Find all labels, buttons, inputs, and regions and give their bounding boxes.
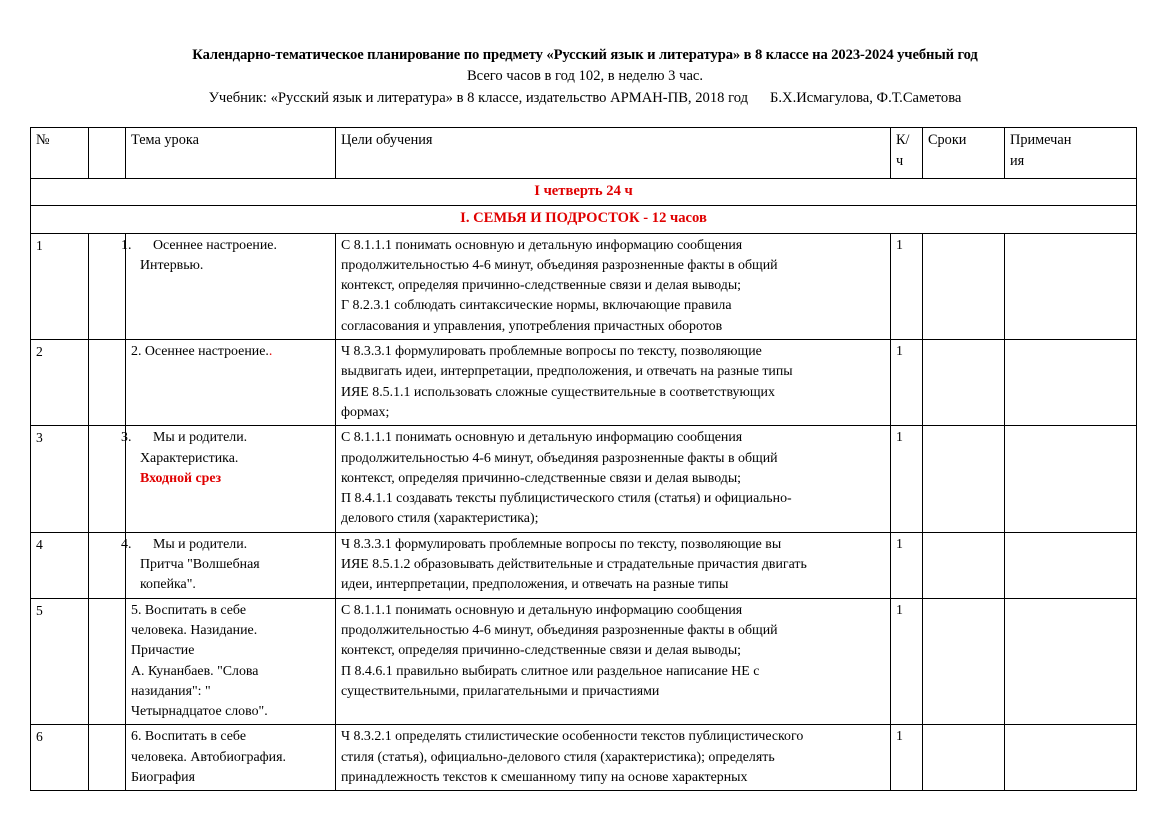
topic-line [131, 727, 331, 747]
cell-lesson-number: 6 [31, 725, 89, 791]
goal-line: Ч 8.3.3.1 формулировать проблемные вопросы по тексту, позволяющие вы [341, 536, 782, 552]
cell-hours-count: 1 [891, 340, 923, 426]
col-header-notes [1005, 128, 1137, 179]
topic-text-block [131, 727, 331, 788]
topic-line [131, 682, 331, 702]
cell-notes[interactable] [1005, 233, 1137, 339]
cell-learning-goals [336, 725, 891, 791]
goal-line: С 8.1.1.1 понимать основную и детальную информацию сообщения [341, 237, 743, 253]
cell-dates[interactable] [923, 233, 1005, 339]
section-banner-label: I. СЕМЬЯ И ПОДРОСТОК - 12 часов [31, 206, 1137, 233]
goal-line: выдвигать идеи, интерпретации, предположения, и отвечать на разные типы [341, 364, 793, 380]
cell-notes[interactable] [1005, 340, 1137, 426]
cell-lesson-topic [121, 426, 336, 532]
cell-hours-count: 1 [891, 598, 923, 725]
topic-line-text: Интервью. [140, 257, 204, 273]
cell-dates[interactable] [923, 598, 1005, 725]
col-header-number: № [31, 128, 89, 179]
cell-blank [89, 426, 126, 532]
cell-hours-count: 1 [891, 725, 923, 791]
page-title: Календарно-тематическое планирование по предмету «Русский язык и литература» в 8 классе на 2023-2024 учебный год [192, 47, 978, 63]
col-header-hours-line2: ч [896, 152, 904, 169]
cell-notes[interactable] [1005, 532, 1137, 598]
cell-hours-count: 1 [891, 532, 923, 598]
table-row [31, 340, 1137, 426]
cell-blank [89, 725, 126, 791]
cell-lesson-number: 4 [31, 532, 89, 598]
col-header-hours-line1: К/ [896, 132, 910, 148]
cell-blank [89, 598, 126, 725]
planning-table-container [30, 127, 1136, 786]
topic-text-block [121, 535, 331, 596]
topic-line [140, 469, 331, 489]
table-row [31, 426, 1137, 532]
topic-line-text: Мы и родители. [153, 536, 248, 552]
topic-line-text: человека. Автобиография. [131, 749, 286, 765]
topic-line [131, 621, 331, 641]
cell-learning-goals [336, 532, 891, 598]
table-body [31, 179, 1137, 791]
topic-line-text: Входной срез [140, 470, 222, 486]
goal-line: формах; [341, 404, 390, 420]
cell-notes[interactable] [1005, 426, 1137, 532]
textbook-label: Учебник: «Русский язык и литература» в 8 классе, издательство АРМАН-ПВ, 2018 год [208, 89, 748, 106]
goal-line: стиля (статья), официально-делового стиля (характеристика); определять [341, 749, 775, 765]
cell-dates[interactable] [923, 426, 1005, 532]
goal-line: контекст, определяя причинно-следственные связи и делая выводы; [341, 470, 742, 486]
topic-line-text: 5. Воспитать в себе [131, 602, 246, 618]
cell-lesson-topic [126, 725, 336, 791]
table-row [31, 532, 1137, 598]
topic-line-text: назидания": " [131, 683, 211, 699]
topic-line [131, 768, 331, 788]
section-banner-row [31, 179, 1137, 206]
cell-learning-goals [336, 340, 891, 426]
cell-lesson-number: 3 [31, 426, 89, 532]
total-hours-line: Всего часов в год 102, в неделю 3 час. [466, 68, 704, 85]
topic-line [140, 575, 331, 595]
topic-text-block [131, 342, 331, 362]
cell-lesson-number: 5 [31, 598, 89, 725]
cell-notes[interactable] [1005, 725, 1137, 791]
section-banner-row [31, 206, 1137, 233]
goal-line: Ч 8.3.2.1 определять стилистические особенности текстов публицистического [341, 729, 804, 745]
topic-inline-mark: . [268, 344, 273, 360]
topic-line [131, 641, 331, 661]
col-header-notes-line1: Примечан [1010, 132, 1072, 148]
topic-line-text: 2. Осеннее настроение. [131, 344, 269, 360]
table-row [31, 233, 1137, 339]
topic-line-text: Осеннее настроение. [153, 237, 277, 253]
cell-blank [89, 532, 126, 598]
topic-line [131, 662, 331, 682]
cell-dates[interactable] [923, 532, 1005, 598]
col-header-goals: Цели обучения [336, 128, 891, 179]
goal-line: делового стиля (характеристика); [341, 511, 539, 527]
table-row [31, 598, 1137, 725]
authors-label: Б.Х.Исмагулова, Ф.Т.Саметова [770, 89, 962, 106]
topic-line-text: Причастие [131, 643, 195, 659]
goal-line: принадлежность текстов к смешанному типу на основе характерных [341, 770, 748, 786]
document-header [0, 0, 1170, 109]
topic-line-text: Биография [131, 770, 195, 786]
topic-line [131, 702, 331, 722]
col-header-dates: Сроки [923, 128, 1005, 179]
topic-line-text: Притча "Волшебная [140, 557, 260, 573]
cell-hours-count: 1 [891, 233, 923, 339]
cell-lesson-topic [121, 233, 336, 339]
cell-hours-count: 1 [891, 426, 923, 532]
topic-text-block [131, 601, 331, 723]
goal-line: ИЯЕ 8.5.1.1 использовать сложные существительные в соответствующих [341, 384, 775, 400]
goal-line: С 8.1.1.1 понимать основную и детальную информацию сообщения [341, 602, 743, 618]
textbook-line [0, 88, 1170, 109]
topic-line [140, 256, 331, 276]
cell-lesson-number: 1 [31, 233, 89, 339]
cell-dates[interactable] [923, 725, 1005, 791]
topic-line-text: человека. Назидание. [131, 622, 258, 638]
topic-line [131, 748, 331, 768]
topic-line-text: Четырнадцатое слово". [131, 704, 268, 720]
goal-line: Ч 8.3.3.1 формулировать проблемные вопросы по тексту, позволяющие [341, 344, 762, 360]
cell-lesson-topic [126, 598, 336, 725]
topic-line [131, 601, 331, 621]
table-head [31, 128, 1137, 179]
goal-line: Г 8.2.3.1 соблюдать синтаксические нормы, включающие правила [341, 298, 732, 314]
cell-notes[interactable] [1005, 598, 1137, 725]
goal-line: ИЯЕ 8.5.1.2 образовывать действительные и страдательные причастия двигать [341, 557, 807, 573]
planning-table [30, 127, 1137, 791]
topic-line-text: Мы и родители. [153, 430, 248, 446]
table-header-row [31, 128, 1137, 179]
goal-line: продолжительностью 4-6 минут, объединяя разрозненные факты в общий [341, 450, 778, 466]
cell-learning-goals [336, 598, 891, 725]
goal-line: продолжительностью 4-6 минут, объединяя разрозненные факты в общий [341, 622, 778, 638]
goal-line: продолжительностью 4-6 минут, объединяя разрозненные факты в общий [341, 257, 778, 273]
col-header-hours [891, 128, 923, 179]
topic-line: 3. Мы и родители. [121, 430, 248, 446]
cell-blank [89, 340, 126, 426]
cell-learning-goals [336, 426, 891, 532]
goal-line: существительными, прилагательными и причастиями [341, 683, 660, 699]
cell-dates[interactable] [923, 340, 1005, 426]
topic-text-block [121, 236, 331, 277]
topic-line-text: Характеристика. [140, 450, 239, 466]
section-banner-label: I четверть 24 ч [31, 179, 1137, 206]
topic-line [140, 555, 331, 575]
goal-line: контекст, определяя причинно-следственные связи и делая выводы; [341, 643, 742, 659]
topic-line-text: А. Кунанбаев. "Слова [131, 663, 259, 679]
topic-line: 1. Осеннее настроение. [121, 237, 277, 253]
goal-line: согласования и управления, употребления причастных оборотов [341, 318, 723, 334]
table-row [31, 725, 1137, 791]
goal-line: С 8.1.1.1 понимать основную и детальную информацию сообщения [341, 430, 743, 446]
cell-lesson-topic [126, 340, 336, 426]
goal-line: П 8.4.1.1 создавать тексты публицистического стиля (статья) и официально- [341, 491, 792, 507]
topic-line-text: копейка". [140, 577, 196, 593]
goal-line: П 8.4.6.1 правильно выбирать слитное или раздельное написание НЕ с [341, 663, 760, 679]
col-header-topic: Тема урока [126, 128, 336, 179]
cell-learning-goals [336, 233, 891, 339]
col-header-blank [89, 128, 126, 179]
cell-lesson-number: 2 [31, 340, 89, 426]
goal-line: контекст, определяя причинно-следственные связи и делая выводы; [341, 278, 742, 294]
cell-lesson-topic [121, 532, 336, 598]
topic-text-block [121, 428, 331, 489]
cell-blank [89, 233, 126, 339]
col-header-notes-line2: ия [1010, 152, 1025, 169]
goal-line: идеи, интерпретации, предположения, и отвечать на разные типы [341, 577, 729, 593]
topic-line [140, 449, 331, 469]
topic-line-text: 6. Воспитать в себе [131, 729, 246, 745]
topic-line: 4. Мы и родители. [121, 536, 248, 552]
topic-line [131, 342, 331, 362]
